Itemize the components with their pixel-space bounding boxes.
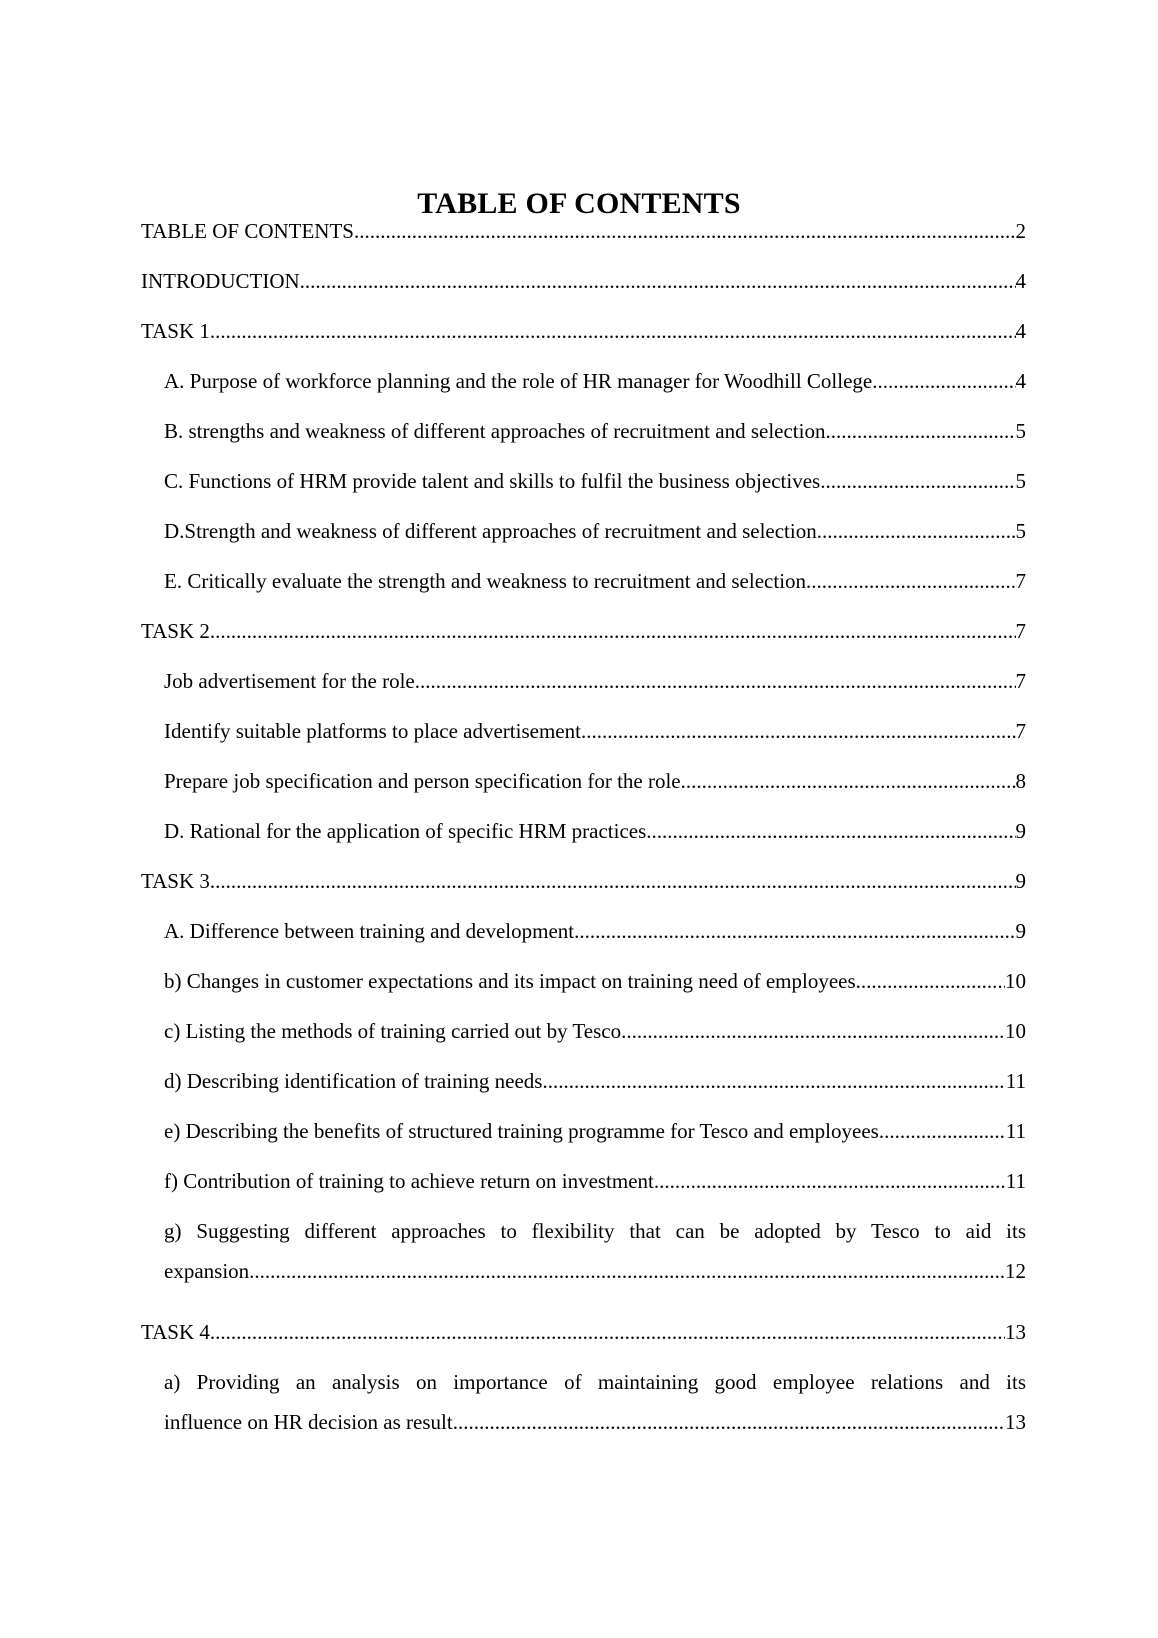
toc-entry[interactable]: [164, 1161, 1026, 1201]
toc-entry-text: d) Describing identification of training needs: [164, 1069, 543, 1093]
toc-entry-text-line1: a) Providing an analysis on importance of maintaining good employee relations and its: [164, 1370, 1026, 1394]
toc-page-number: 5: [1015, 469, 1026, 493]
toc-page-number: 13: [1005, 1320, 1026, 1344]
toc-entry-text: TASK 4: [141, 1320, 210, 1344]
toc-leader-dots: [825, 411, 1015, 451]
toc-entry-text-line1: g) Suggesting different approaches to flexibility that can be adopted by Tesco to aid its: [164, 1219, 1026, 1243]
toc-page-number: 7: [1015, 619, 1026, 643]
toc-leader-dots: [872, 361, 1015, 401]
toc-entry-text: Job advertisement for the role: [164, 669, 415, 693]
page-title: TABLE OF CONTENTS: [417, 187, 741, 220]
toc-leader-dots: [654, 1161, 1006, 1201]
toc-leader-dots: [415, 661, 1016, 701]
toc-entry[interactable]: [164, 461, 1026, 501]
toc-page-number: 7: [1015, 669, 1026, 693]
toc-leader-dots: [210, 311, 1016, 351]
toc-leader-dots: [806, 561, 1015, 601]
toc-leader-dots: [856, 961, 1005, 1001]
toc-entry[interactable]: [141, 211, 1026, 251]
toc-entry-text: Identify suitable platforms to place advertisement: [164, 719, 581, 743]
toc-leader-dots: [542, 1061, 1005, 1101]
toc-leader-dots: [210, 611, 1016, 651]
toc-entry[interactable]: [141, 1312, 1026, 1352]
toc-page-number: 9: [1015, 869, 1026, 893]
toc-entry-text: B. strengths and weakness of different approaches of recruitment and selection: [164, 419, 826, 443]
toc-entry[interactable]: [141, 611, 1026, 651]
toc-entry-text: INTRODUCTION: [141, 269, 300, 293]
toc-entry-text: TASK 1: [141, 319, 210, 343]
toc-leader-dots: [879, 1111, 1006, 1151]
toc-page-number: 9: [1015, 919, 1026, 943]
toc-page-number: 4: [1015, 319, 1026, 343]
toc-entry-text: E. Critically evaluate the strength and weakness to recruitment and selection: [164, 569, 807, 593]
toc-entry-text: f) Contribution of training to achieve return on investment: [164, 1169, 654, 1193]
toc-entry-text: TASK 3: [141, 869, 210, 893]
toc-leader-dots: [646, 811, 1015, 851]
toc-entry-text: TABLE OF CONTENTS: [141, 219, 354, 243]
toc-page-number: 8: [1015, 769, 1026, 793]
toc-leader-dots: [817, 511, 1016, 551]
toc-leader-dots: [210, 1312, 1005, 1352]
toc-entry-multiline[interactable]: [164, 1362, 1026, 1442]
toc-entry[interactable]: [164, 661, 1026, 701]
toc-page-number: 7: [1015, 569, 1026, 593]
toc-page-number: 13: [1005, 1410, 1026, 1434]
toc-entry[interactable]: [164, 761, 1026, 801]
toc-entry[interactable]: [164, 811, 1026, 851]
toc-leader-dots: [249, 1251, 1005, 1291]
toc-entry[interactable]: [164, 711, 1026, 751]
toc-entry[interactable]: [141, 311, 1026, 351]
toc-entry[interactable]: [164, 1111, 1026, 1151]
toc-entry[interactable]: [164, 911, 1026, 951]
toc-page-number: 12: [1005, 1259, 1026, 1283]
toc-leader-dots: [581, 711, 1016, 751]
toc-leader-dots: [621, 1011, 1005, 1051]
toc-page-number: 10: [1005, 1019, 1026, 1043]
toc-entry-text: C. Functions of HRM provide talent and skills to fulfil the business objectives: [164, 469, 821, 493]
toc-entry[interactable]: [164, 1011, 1026, 1051]
toc-page-number: 10: [1005, 969, 1026, 993]
toc-leader-dots: [354, 211, 1016, 251]
toc-page-number: 9: [1015, 819, 1026, 843]
toc-page-number: 5: [1015, 419, 1026, 443]
toc-entry[interactable]: [164, 961, 1026, 1001]
toc-entry-text: Prepare job specification and person specification for the role: [164, 769, 681, 793]
toc-entry-text: e) Describing the benefits of structured training programme for Tesco and employees: [164, 1119, 879, 1143]
toc-entry-multiline[interactable]: [164, 1211, 1026, 1291]
toc-entry[interactable]: [164, 411, 1026, 451]
toc-leader-dots: [300, 261, 1016, 301]
toc-entry-text: c) Listing the methods of training carried out by Tesco: [164, 1019, 622, 1043]
toc-entry-text: A. Purpose of workforce planning and the role of HR manager for Woodhill College: [164, 369, 873, 393]
toc-entry[interactable]: [141, 861, 1026, 901]
toc-entry-text: b) Changes in customer expectations and its impact on training need of employees: [164, 969, 856, 993]
toc-entry-text: D.Strength and weakness of different approaches of recruitment and selection: [164, 519, 817, 543]
toc-entry-text: D. Rational for the application of specific HRM practices: [164, 819, 647, 843]
toc-entry[interactable]: [164, 1061, 1026, 1101]
toc-leader-dots: [453, 1402, 1005, 1442]
toc-entry[interactable]: [164, 361, 1026, 401]
toc-leader-dots: [574, 911, 1015, 951]
toc-entry-text: TASK 2: [141, 619, 210, 643]
toc-page-number: 4: [1015, 369, 1026, 393]
toc-page-number: 5: [1015, 519, 1026, 543]
toc-leader-dots: [210, 861, 1016, 901]
toc-page-number: 11: [1005, 1169, 1026, 1193]
toc-entry[interactable]: [164, 561, 1026, 601]
toc-page-number: 4: [1015, 269, 1026, 293]
toc-page-number: 7: [1015, 719, 1026, 743]
toc-entry-text-line2: influence on HR decision as result: [164, 1410, 453, 1434]
toc-page-number: 11: [1005, 1119, 1026, 1143]
toc-entry-text: A. Difference between training and development: [164, 919, 575, 943]
toc-page-number: 11: [1005, 1069, 1026, 1093]
toc-entry[interactable]: [164, 511, 1026, 551]
toc-leader-dots: [820, 461, 1015, 501]
toc-entry[interactable]: [141, 261, 1026, 301]
toc-leader-dots: [681, 761, 1016, 801]
toc-page-number: 2: [1015, 219, 1026, 243]
toc-entry-text-line2: expansion: [164, 1259, 250, 1283]
